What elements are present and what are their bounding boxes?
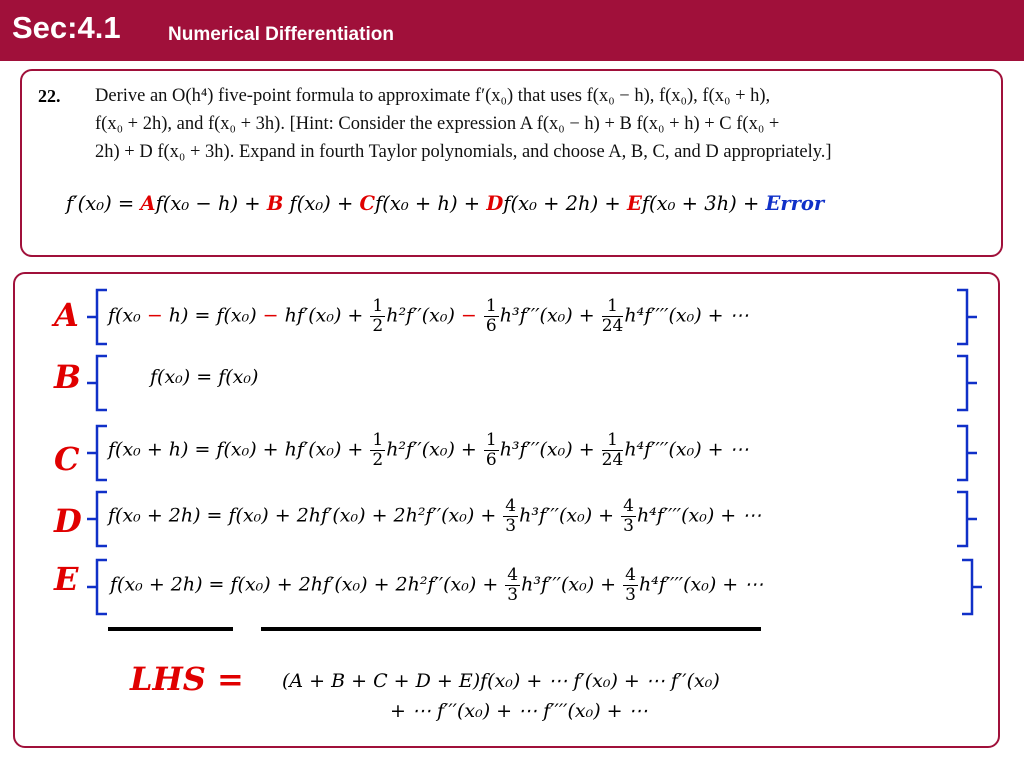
label-a: A bbox=[54, 296, 79, 334]
error-term: Error bbox=[765, 192, 825, 215]
exp-c-part: h⁴f′′′′(x₀) + ⋯ bbox=[624, 438, 749, 461]
denominator: 2 bbox=[372, 316, 384, 336]
exp-e-part: f(x₀ + 2h) = f(x₀) + 2hf′(x₀) + 2h²f′′(x₀) + bbox=[110, 573, 505, 596]
formula-lhs: f′(x₀) = bbox=[66, 192, 141, 215]
right-bracket-b bbox=[957, 356, 977, 410]
exp-a-part: h) = f(x₀) bbox=[162, 304, 263, 327]
expansion-d bbox=[108, 497, 761, 536]
numerator: 4 bbox=[625, 565, 636, 585]
lhs-label: LHS = bbox=[130, 660, 244, 698]
exp-e-part: h³f′′′(x₀) + bbox=[521, 573, 623, 596]
numerator: 1 bbox=[602, 297, 624, 317]
section-number: Sec:4.1 bbox=[12, 10, 121, 45]
minus-sign: − bbox=[460, 304, 477, 327]
exp-a-part: h⁴f′′′′(x₀) + ⋯ bbox=[624, 304, 749, 327]
coef-c: C bbox=[359, 192, 376, 215]
exp-a-part bbox=[477, 305, 483, 327]
section-title: Numerical Differentiation bbox=[168, 24, 394, 45]
minus-sign: − bbox=[146, 304, 163, 327]
fraction bbox=[370, 297, 385, 336]
label-c: C bbox=[54, 440, 80, 478]
fraction bbox=[484, 431, 499, 470]
lhs-line-2: + ⋯ f′′′(x₀) + ⋯ f′′′′(x₀) + ⋯ bbox=[390, 700, 648, 722]
numerator: 1 bbox=[372, 430, 384, 450]
left-bracket-d bbox=[87, 492, 107, 546]
denominator: 24 bbox=[601, 316, 624, 336]
denominator: 2 bbox=[372, 450, 384, 470]
left-bracket-e bbox=[87, 560, 107, 614]
denominator: 3 bbox=[507, 585, 519, 605]
lhs-line-1: (A + B + C + D + E)f(x₀) + ⋯ f′(x₀) + ⋯ f′′(x₀) bbox=[282, 670, 720, 692]
expansion-a bbox=[108, 297, 749, 336]
fraction bbox=[484, 297, 499, 336]
denominator: 6 bbox=[485, 316, 497, 336]
formula-term-d: f(x₀ + 2h) + bbox=[503, 192, 627, 215]
exp-c-part: h²f′′(x₀) + bbox=[386, 438, 483, 461]
exp-d-part: h³f′′′(x₀) + bbox=[519, 504, 621, 527]
fraction bbox=[621, 497, 636, 536]
exp-c-part: h³f′′′(x₀) + bbox=[499, 438, 601, 461]
problem-line-2: f(x₀ + 2h), and f(x₀ + 3h). [Hint: Consider the expression A f(x₀ − h) + B f(x₀ + h) + C f(x₀ + bbox=[95, 114, 780, 134]
numerator: 4 bbox=[507, 565, 519, 585]
denominator: 3 bbox=[623, 516, 634, 536]
denominator: 6 bbox=[485, 450, 497, 470]
fraction bbox=[503, 497, 518, 536]
formula-term-b: f(x₀) + bbox=[283, 192, 360, 215]
label-e: E bbox=[54, 560, 79, 598]
exp-e-part: h⁴f′′′′(x₀) + ⋯ bbox=[638, 573, 764, 596]
exp-b-text: f(x₀) = f(x₀) bbox=[150, 366, 259, 388]
denominator: 3 bbox=[625, 585, 636, 605]
problem-line-3: 2h) + D f(x₀ + 3h). Expand in fourth Taylor polynomials, and choose A, B, C, and D appropriately.] bbox=[95, 142, 832, 162]
left-bracket-c bbox=[87, 426, 107, 480]
right-bracket-e bbox=[962, 560, 982, 614]
exp-a-part: h²f′′(x₀) bbox=[386, 304, 461, 327]
formula-term-c: f(x₀ + h) + bbox=[375, 192, 487, 215]
left-bracket-b bbox=[87, 356, 107, 410]
fraction bbox=[602, 431, 624, 470]
denominator: 24 bbox=[601, 450, 624, 470]
numerator: 1 bbox=[485, 296, 497, 316]
expansion-e bbox=[110, 566, 763, 605]
fraction bbox=[602, 297, 624, 336]
numerator: 1 bbox=[485, 430, 497, 450]
coef-e: E bbox=[626, 192, 642, 215]
problem-line-1: Derive an O(h⁴) five-point formula to approximate f′(x₀) that uses f(x₀ − h), f(x₀), f(x₀ + h), bbox=[95, 86, 771, 106]
right-bracket-d bbox=[957, 492, 977, 546]
underline-right bbox=[261, 627, 761, 631]
underline-left bbox=[108, 627, 233, 631]
exp-a-part: hf′(x₀) + bbox=[278, 304, 370, 327]
formula-term-a: f(x₀ − h) + bbox=[155, 192, 267, 215]
numerator: 1 bbox=[372, 296, 384, 316]
denominator: 3 bbox=[505, 516, 517, 536]
numerator: 4 bbox=[623, 496, 634, 516]
numerator: 4 bbox=[505, 496, 517, 516]
expansion-c bbox=[108, 431, 749, 470]
coef-b: B bbox=[266, 192, 284, 215]
right-bracket-c bbox=[957, 426, 977, 480]
label-b: B bbox=[54, 358, 82, 396]
coef-d: D bbox=[486, 192, 504, 215]
exp-a-part: f(x₀ bbox=[108, 304, 147, 327]
right-bracket-a bbox=[957, 290, 977, 344]
exp-a-part: h³f′′′(x₀) + bbox=[499, 304, 601, 327]
problem-number: 22. bbox=[38, 86, 61, 106]
fraction bbox=[505, 566, 520, 605]
exp-d-part: h⁴f′′′′(x₀) + ⋯ bbox=[636, 504, 762, 527]
minus-sign: − bbox=[262, 304, 279, 327]
expansion-b bbox=[150, 366, 258, 388]
exp-d-part: f(x₀ + 2h) = f(x₀) + 2hf′(x₀) + 2h²f′′(x₀) + bbox=[108, 504, 503, 527]
fraction bbox=[370, 431, 385, 470]
fraction bbox=[623, 566, 638, 605]
numerator: 1 bbox=[602, 431, 624, 451]
label-d: D bbox=[54, 502, 82, 540]
formula-term-e: f(x₀ + 3h) + bbox=[641, 192, 766, 215]
exp-c-part: f(x₀ + h) = f(x₀) + hf′(x₀) + bbox=[108, 438, 370, 461]
left-bracket-a bbox=[87, 290, 107, 344]
coef-a: A bbox=[140, 192, 156, 215]
